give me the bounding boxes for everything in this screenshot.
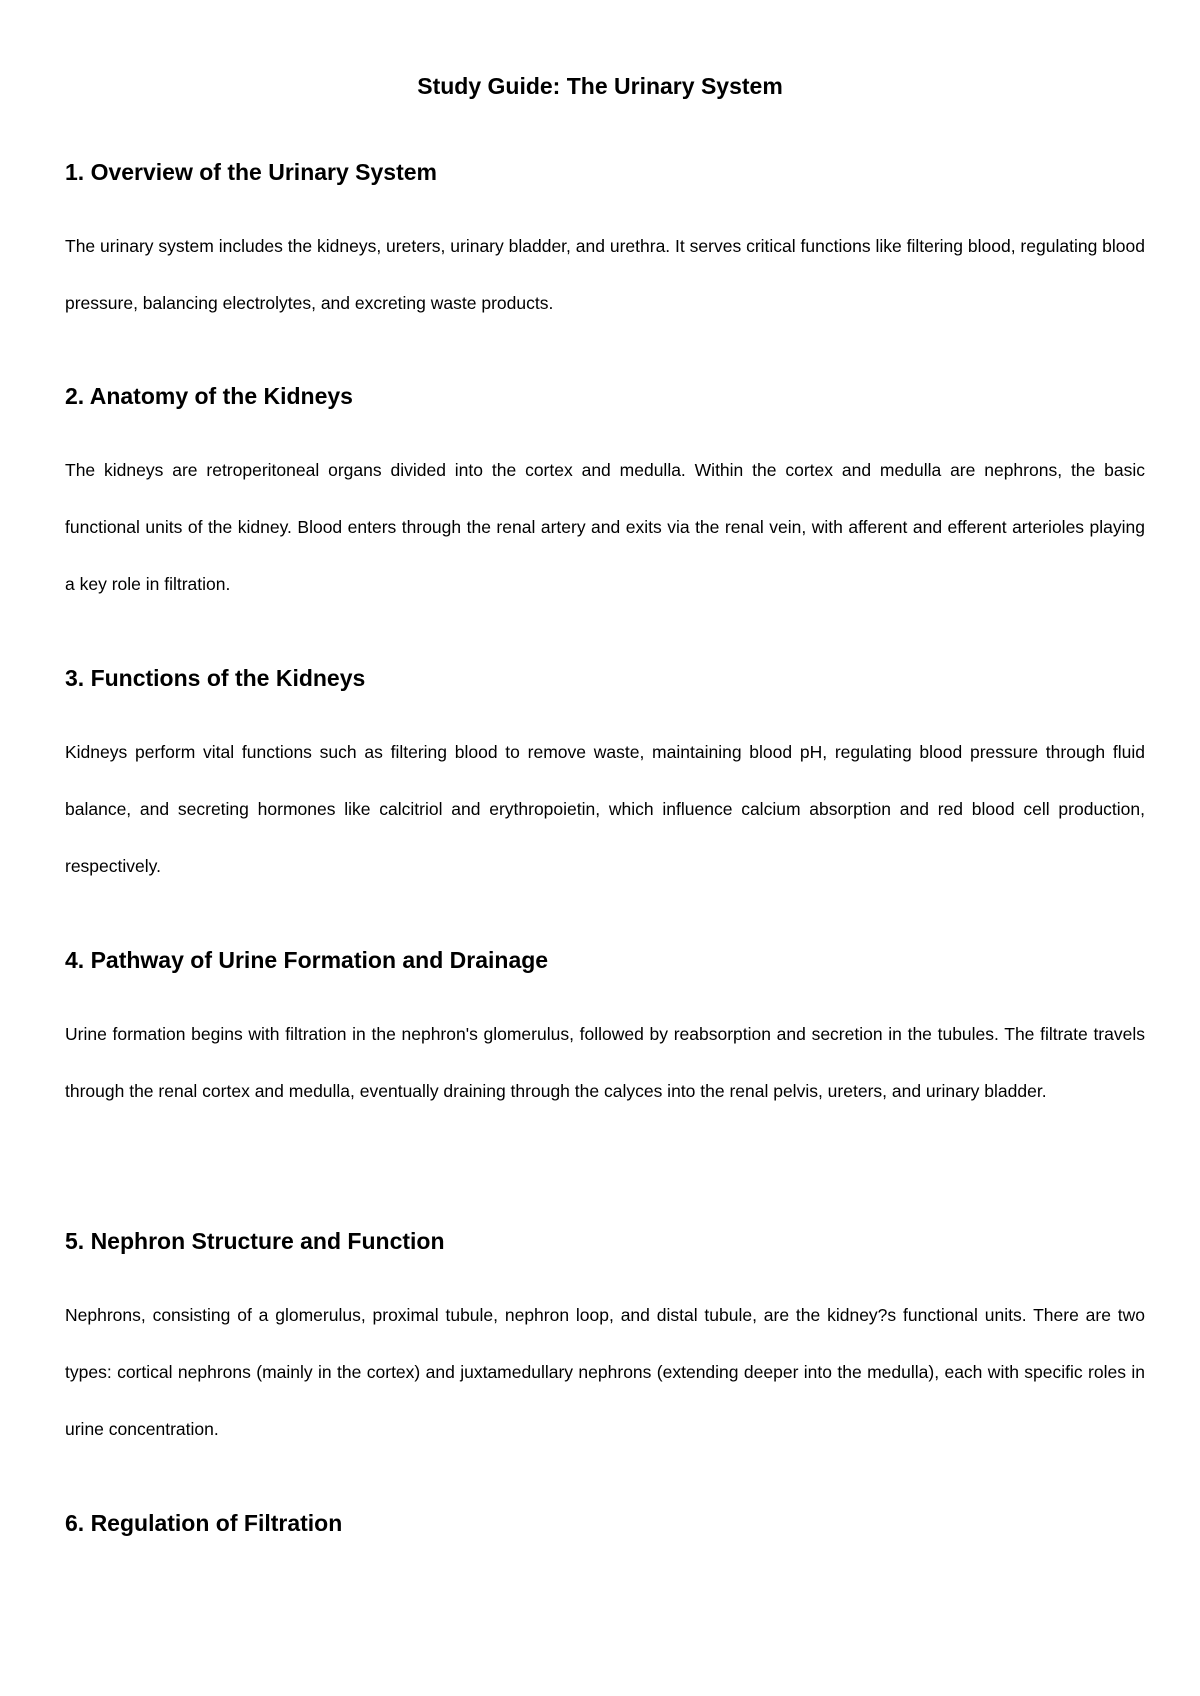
section-functions <box>65 658 1145 895</box>
section-anatomy <box>65 376 1145 613</box>
section-body: Kidneys perform vital functions such as filtering blood to remove waste, maintaining blood pH, regulating blood pressure through fluid balance, and secreting hormones like calcitriol and erythropoietin, which influence calcium absorption and red blood cell production, respectively. <box>65 742 1145 876</box>
section-heading: 5. Nephron Structure and Function <box>65 1228 445 1254</box>
section-heading: 2. Anatomy of the Kidneys <box>65 383 353 409</box>
section-nephron <box>65 1221 1145 1458</box>
section-heading: 3. Functions of the Kidneys <box>65 665 366 691</box>
section-heading: 6. Regulation of Filtration <box>65 1510 343 1536</box>
section-regulation <box>65 1503 1145 1543</box>
section-body: Urine formation begins with filtration in the nephron's glomerulus, followed by reabsorption and secretion in the tubules. The filtrate travels through the renal cortex and medulla, eventually draining through the calyces into the renal pelvis, ureters, and urinary bladder. <box>65 1024 1145 1101</box>
document-title: Study Guide: The Urinary System <box>417 73 783 99</box>
section-body: Nephrons, consisting of a glomerulus, proximal tubule, nephron loop, and distal tubule, are the kidney?s functional units. There are two types: cortical nephrons (mainly in the cortex) and juxtamedullary nephrons (extending deeper into the medulla), each with specific roles in urine concentration. <box>65 1305 1145 1439</box>
section-body: The urinary system includes the kidneys, ureters, urinary bladder, and urethra. It serves critical functions like filtering blood, regulating blood pressure, balancing electrolytes, and excreting waste products. <box>65 236 1145 313</box>
section-overview <box>65 152 1145 332</box>
section-heading: 4. Pathway of Urine Formation and Drainage <box>65 947 549 973</box>
section-heading: 1. Overview of the Urinary System <box>65 159 437 185</box>
section-urine-pathway <box>65 940 1145 1120</box>
section-body: The kidneys are retroperitoneal organs divided into the cortex and medulla. Within the cortex and medulla are nephrons, the basic functional units of the kidney. Blood enters through the renal artery and exits via the renal vein, with afferent and efferent arterioles playing a key role in filtration. <box>65 460 1145 594</box>
